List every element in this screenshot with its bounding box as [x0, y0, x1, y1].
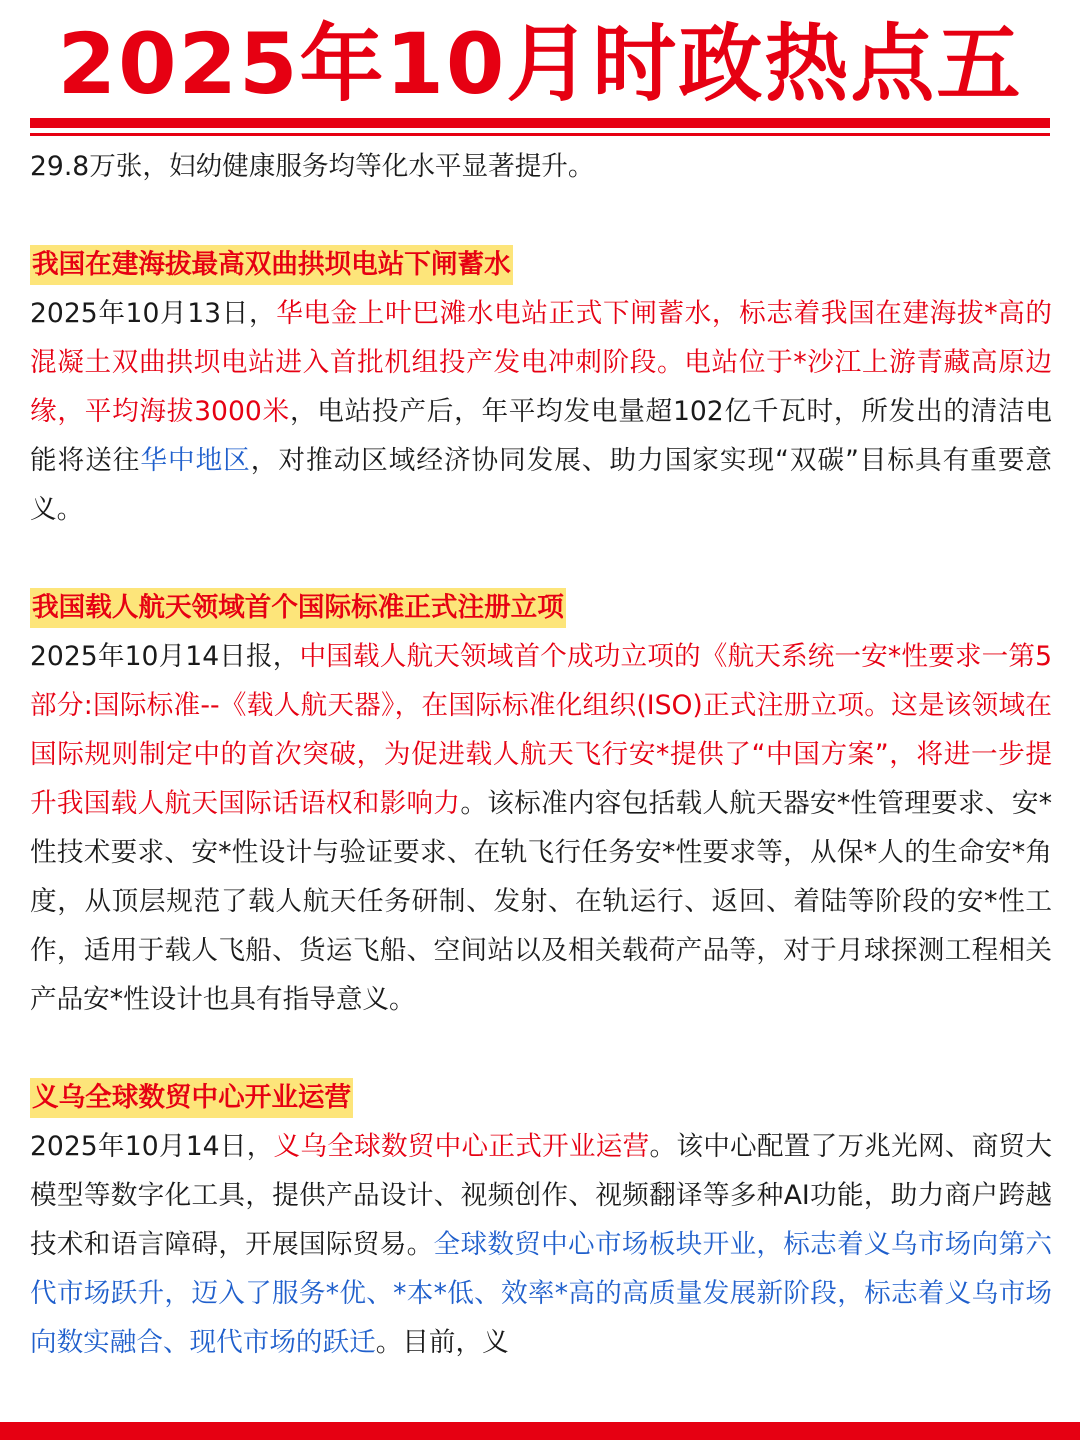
section-heading-dam: 我国在建海拔最高双曲拱坝电站下闸蓄水 — [30, 240, 1052, 289]
bottom-bar — [0, 1422, 1080, 1440]
title-rule-thick — [30, 118, 1050, 128]
article-body — [30, 142, 1052, 1367]
section-paragraph-space-standard: 2025年10月14日报，中国载人航天领域首个成功立项的《航天系统一安*性要求一第5部分:国际标准--《载人航天器》，在国际标准化组织(ISO)正式注册立项。这是该领域在国际规则制定中的首次突破，为促进载人航天飞行安*提供了“中国方案”，将进一步提升我国载人航天国际话语权和影响力。该标准内容包括载人航天器安*性管理要求、安*性技术要求、安*性设计与验证要求、在轨飞行任务安*性要求等，从保*人的生命安*角度，从顶层规范了载人航天任务研制、发射、在轨运行、返回、着陆等阶段的安*性工作，适用于载人飞船、货运飞船、空间站以及相关载荷产品等，对于月球探测工程相关产品安*性设计也具有指导意义。 — [30, 641, 1053, 1015]
section-heading-space-standard: 我国载人航天领域首个国际标准正式注册立项 — [30, 583, 1052, 632]
intro-paragraph: 29.8万张，妇幼健康服务均等化水平显著提升。 — [30, 151, 595, 182]
title-rule-thin — [30, 133, 1050, 136]
section-paragraph-dam: 2025年10月13日，华电金上叶巴滩水电站正式下闸蓄水，标志着我国在建海拔*高的混凝土双曲拱坝电站进入首批机组投产发电冲刺阶段。电站位于*沙江上游青藏高原边缘，平均海拔3000米，电站投产后，年平均发电量超102亿千瓦时，所发出的清洁电能将送往华中地区，对推动区域经济协同发展、助力国家实现“双碳”目标具有重要意义。 — [30, 298, 1053, 525]
section-heading-yiwu: 义乌全球数贸中心开业运营 — [30, 1073, 1052, 1122]
page-title: 2025年10月时政热点五 — [57, 15, 1023, 113]
section-paragraph-yiwu: 2025年10月14日，义乌全球数贸中心正式开业运营。该中心配置了万兆光网、商贸大模型等数字化工具，提供产品设计、视频创作、视频翻译等多种AI功能，助力商户跨越技术和语言障碍，开展国际贸易。全球数贸中心市场板块开业，标志着义乌市场向第六代市场跃升，迈入了服务*优、*本*低、效率*高的高质量发展新阶段，标志着义乌市场向数实融合、现代市场的跃迁。目前，义 — [30, 1131, 1053, 1358]
